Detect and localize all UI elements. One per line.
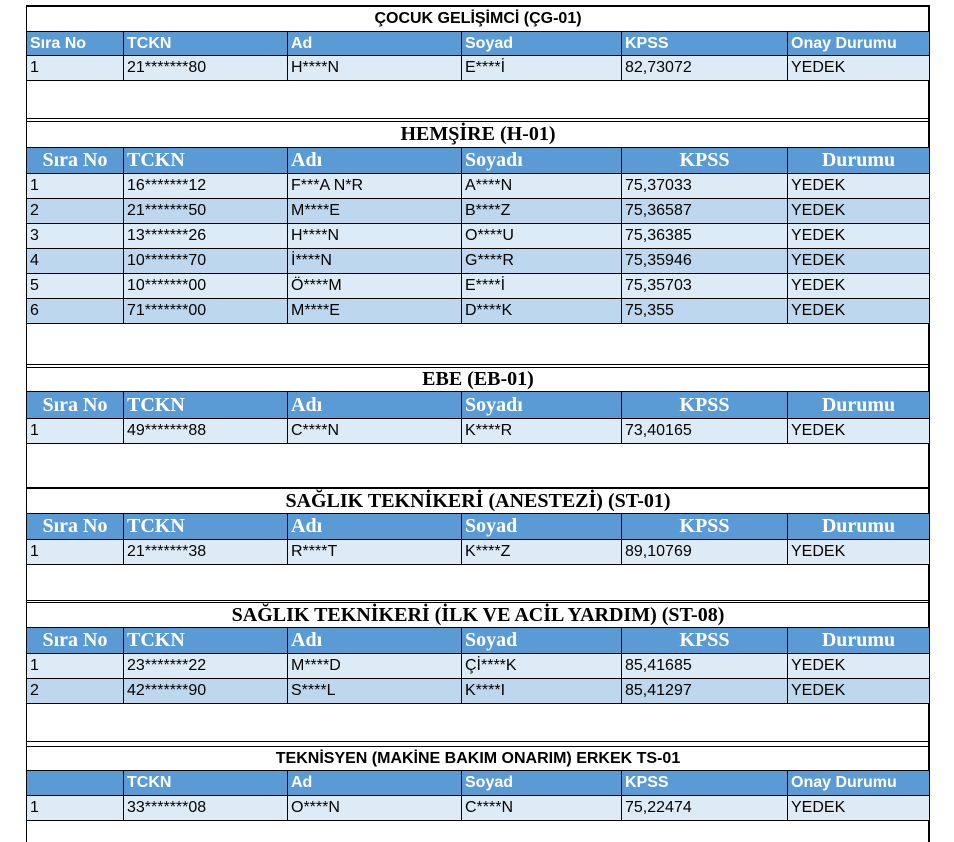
table-cell: C****N: [288, 419, 462, 444]
table-cell: 75,22474: [622, 796, 788, 821]
column-header: TCKN: [124, 148, 288, 174]
table-cell: 75,37033: [622, 174, 788, 199]
section-spacer: [27, 821, 929, 841]
section-spacer: [27, 444, 929, 488]
table-cell: 10*******00: [124, 274, 288, 299]
column-header: KPSS: [622, 628, 788, 654]
table-header-row: [27, 392, 929, 419]
table-row: [27, 796, 929, 821]
section-title: ÇOCUK GELİŞİMCİ (ÇG-01): [27, 6, 929, 32]
section-title: EBE (EB-01): [27, 367, 929, 392]
table-cell: 5: [27, 274, 124, 299]
column-header: KPSS: [622, 514, 788, 540]
table-header-row: [27, 628, 929, 654]
table-cell: E****İ: [462, 274, 622, 299]
section-title: TEKNİSYEN (MAKİNE BAKIM ONARIM) ERKEK TS-01: [27, 746, 929, 771]
table-cell: 85,41297: [622, 679, 788, 704]
table-cell: O****N: [288, 796, 462, 821]
table-cell: 21*******80: [124, 56, 288, 81]
table-cell: 1: [27, 419, 124, 444]
column-header: Sıra No: [27, 148, 124, 174]
table-cell: E****İ: [462, 56, 622, 81]
column-header: TCKN: [124, 628, 288, 654]
table-cell: 1: [27, 654, 124, 679]
table-cell: H****N: [288, 56, 462, 81]
table-cell: 33*******08: [124, 796, 288, 821]
column-header: TCKN: [124, 771, 288, 796]
column-header: Ad: [288, 771, 462, 796]
table-cell: 10*******70: [124, 249, 288, 274]
table-cell: 75,355: [622, 299, 788, 324]
table-row: [27, 679, 929, 704]
table-cell: 13*******26: [124, 224, 288, 249]
table-cell: YEDEK: [788, 419, 929, 444]
column-header: Soyad: [462, 514, 622, 540]
table-cell: 49*******88: [124, 419, 288, 444]
table-cell: H****N: [288, 224, 462, 249]
table-cell: G****R: [462, 249, 622, 274]
column-header: Durumu: [788, 628, 929, 654]
table-cell: C****N: [462, 796, 622, 821]
spreadsheet: [26, 5, 930, 842]
table-cell: YEDEK: [788, 796, 929, 821]
table-row: [27, 56, 929, 81]
column-header: Soyad: [462, 628, 622, 654]
table-cell: M****E: [288, 299, 462, 324]
table-cell: 6: [27, 299, 124, 324]
section-title: HEMŞİRE (H-01): [27, 121, 929, 148]
column-header: Adı: [288, 392, 462, 419]
table-cell: YEDEK: [788, 224, 929, 249]
table-cell: 75,36587: [622, 199, 788, 224]
table-cell: YEDEK: [788, 199, 929, 224]
table-row: [27, 299, 929, 324]
table-cell: YEDEK: [788, 249, 929, 274]
table-cell: YEDEK: [788, 56, 929, 81]
table-cell: 16*******12: [124, 174, 288, 199]
table-cell: 75,36385: [622, 224, 788, 249]
table-cell: 4: [27, 249, 124, 274]
table-row: [27, 174, 929, 199]
column-header: Adı: [288, 514, 462, 540]
table-cell: YEDEK: [788, 679, 929, 704]
table-row: [27, 654, 929, 679]
table-cell: K****Z: [462, 540, 622, 565]
table-cell: YEDEK: [788, 299, 929, 324]
table-row: [27, 419, 929, 444]
table-cell: YEDEK: [788, 274, 929, 299]
column-header: Sıra No: [27, 514, 124, 540]
column-header: Adı: [288, 148, 462, 174]
table-cell: M****D: [288, 654, 462, 679]
table-cell: 85,41685: [622, 654, 788, 679]
table-cell: 82,73072: [622, 56, 788, 81]
table-cell: 1: [27, 796, 124, 821]
table-cell: 89,10769: [622, 540, 788, 565]
column-header: Sıra No: [27, 392, 124, 419]
column-header: Soyadı: [462, 392, 622, 419]
table-cell: 21*******50: [124, 199, 288, 224]
table-row: [27, 540, 929, 565]
column-header: Durumu: [788, 392, 929, 419]
table-cell: 3: [27, 224, 124, 249]
section-spacer: [27, 324, 929, 365]
column-header: KPSS: [622, 392, 788, 419]
table-cell: 73,40165: [622, 419, 788, 444]
table-cell: YEDEK: [788, 654, 929, 679]
table-cell: 42*******90: [124, 679, 288, 704]
table-row: [27, 249, 929, 274]
table-cell: K****R: [462, 419, 622, 444]
table-cell: 1: [27, 56, 124, 81]
table-row: [27, 274, 929, 299]
table-cell: Ö****M: [288, 274, 462, 299]
column-header: TCKN: [124, 32, 288, 56]
table-row: [27, 224, 929, 249]
column-header: KPSS: [622, 148, 788, 174]
section-spacer: [27, 704, 929, 742]
column-header: TCKN: [124, 514, 288, 540]
column-header: KPSS: [622, 771, 788, 796]
table-cell: K****I: [462, 679, 622, 704]
table-cell: 1: [27, 174, 124, 199]
column-header: Soyad: [462, 771, 622, 796]
column-header: Adı: [288, 628, 462, 654]
table-cell: 1: [27, 540, 124, 565]
section-title: SAĞLIK TEKNİKERİ (İLK VE ACİL YARDIM) (ST-08): [27, 602, 929, 628]
table-cell: B****Z: [462, 199, 622, 224]
table-header-row: [27, 32, 929, 56]
table-cell: R****T: [288, 540, 462, 565]
column-header: Durumu: [788, 514, 929, 540]
table-cell: 75,35946: [622, 249, 788, 274]
table-header-row: [27, 514, 929, 540]
column-header: Durumu: [788, 148, 929, 174]
table-cell: D****K: [462, 299, 622, 324]
column-header: KPSS: [622, 32, 788, 56]
table-header-row: [27, 771, 929, 796]
column-header: Onay Durumu: [788, 771, 929, 796]
column-header: Sıra No: [27, 32, 124, 56]
table-cell: YEDEK: [788, 174, 929, 199]
table-cell: A****N: [462, 174, 622, 199]
table-cell: S****L: [288, 679, 462, 704]
table-cell: O****U: [462, 224, 622, 249]
column-header: TCKN: [124, 392, 288, 419]
table-cell: 2: [27, 199, 124, 224]
table-cell: 75,35703: [622, 274, 788, 299]
section-spacer: [27, 565, 929, 601]
column-header: Ad: [288, 32, 462, 56]
table-cell: 2: [27, 679, 124, 704]
table-cell: 71*******00: [124, 299, 288, 324]
table-cell: M****E: [288, 199, 462, 224]
section-spacer: [27, 81, 929, 119]
table-cell: 23*******22: [124, 654, 288, 679]
section-title: SAĞLIK TEKNİKERİ (ANESTEZİ) (ST-01): [27, 488, 929, 514]
column-header: Sıra No: [27, 628, 124, 654]
column-header: [27, 771, 124, 796]
table-cell: 21*******38: [124, 540, 288, 565]
table-cell: İ****N: [288, 249, 462, 274]
table-header-row: [27, 148, 929, 174]
table-row: [27, 199, 929, 224]
column-header: Soyad: [462, 32, 622, 56]
table-cell: YEDEK: [788, 540, 929, 565]
column-header: Soyadı: [462, 148, 622, 174]
column-header: Onay Durumu: [788, 32, 929, 56]
table-cell: Çİ****K: [462, 654, 622, 679]
table-cell: F***A N*R: [288, 174, 462, 199]
